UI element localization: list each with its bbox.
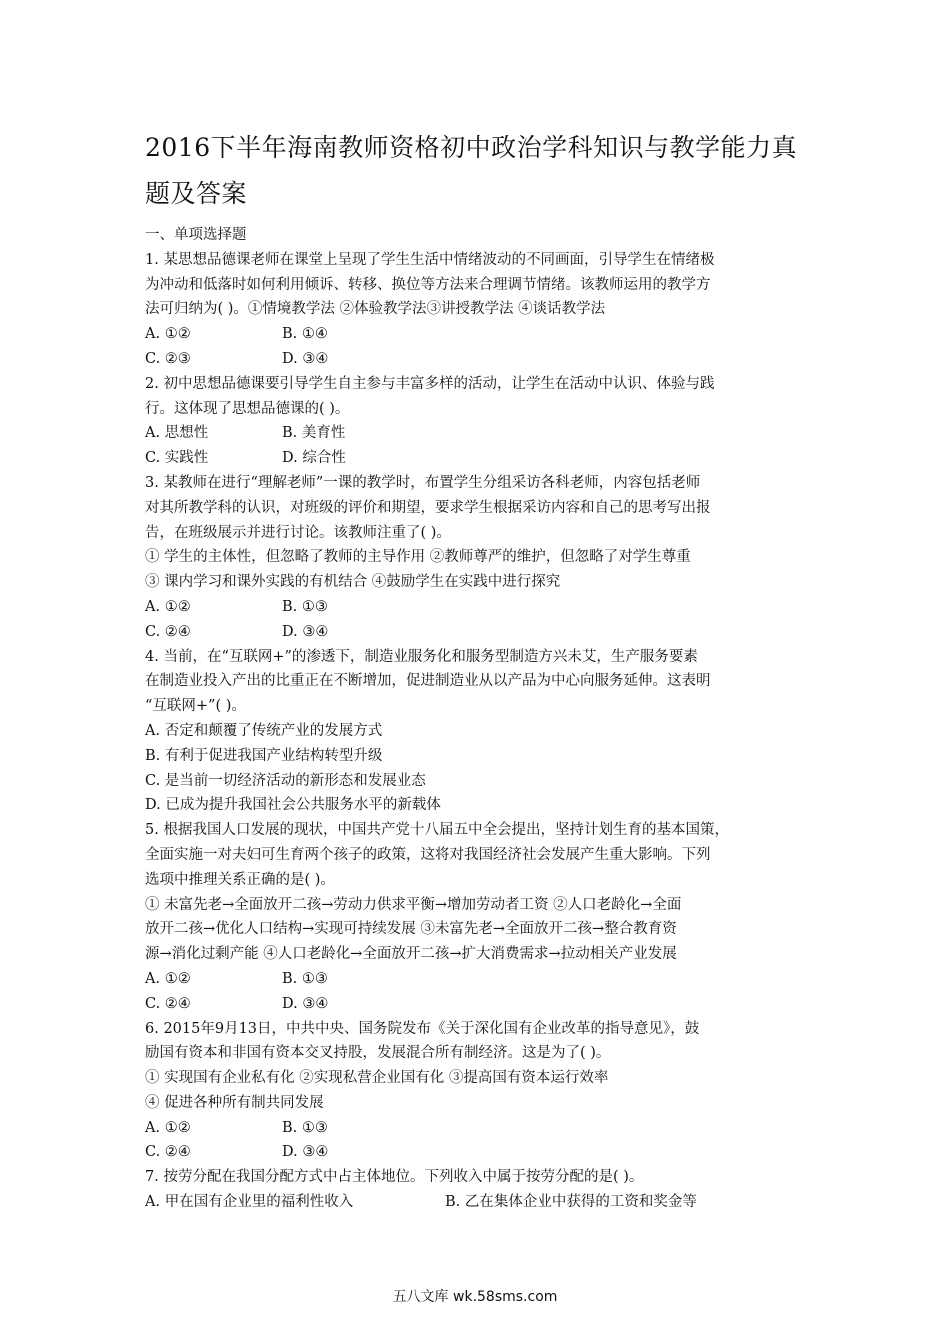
document-title bbox=[145, 125, 825, 217]
question-1 bbox=[145, 248, 825, 372]
option-b: B. ①③ bbox=[282, 970, 328, 987]
question-text: 告，在班级展示并进行讨论。该教师注重了( )。 bbox=[145, 524, 451, 541]
option-a: A. ①② bbox=[145, 326, 191, 343]
option-d: D. 已成为提升我国社会公共服务水平的新载体 bbox=[145, 797, 441, 814]
option-b: B. ①③ bbox=[282, 1119, 328, 1136]
option-row bbox=[145, 967, 825, 992]
question-2 bbox=[145, 372, 825, 471]
option-a: A. ①② bbox=[145, 598, 191, 615]
question-text: 5. 根据我国人口发展的现状，中国共产党十八届五中全会提出，坚持计划生育的基本国策， bbox=[145, 822, 729, 839]
option-a: A. ①② bbox=[145, 1119, 191, 1136]
option-b: B. 乙在集体企业中获得的工资和奖金等 bbox=[445, 1194, 697, 1211]
title-line-2: 题及答案 bbox=[145, 179, 248, 208]
question-6 bbox=[145, 1017, 825, 1166]
option-b: B. ①④ bbox=[282, 326, 328, 343]
option-c: C. ②④ bbox=[145, 623, 191, 640]
question-text: 6. 2015年9月13日，中共中央、国务院发布《关于深化国有企业改革的指导意见》，鼓 bbox=[145, 1020, 700, 1037]
option-b: B. 美育性 bbox=[282, 425, 346, 442]
question-text: 7. 按劳分配在我国分配方式中占主体地位。下列收入中属于按劳分配的是( )。 bbox=[145, 1169, 644, 1186]
question-statement: ④ 促进各种所有制共同发展 bbox=[145, 1094, 324, 1111]
question-statement: 源→消化过剩产能 ④人口老龄化→全面放开二孩→扩大消费需求→拉动相关产业发展 bbox=[145, 946, 677, 963]
option-row bbox=[145, 322, 825, 347]
question-text: 1. 某思想品德课老师在课堂上呈现了学生生活中情绪波动的不同画面，引导学生在情绪极 bbox=[145, 251, 715, 268]
question-text: 4. 当前，在“互联网+”的渗透下，制造业服务化和服务型制造方兴未艾，生产服务要素 bbox=[145, 648, 698, 665]
option-d: D. ③④ bbox=[282, 1144, 329, 1161]
option-c: C. ②④ bbox=[145, 995, 191, 1012]
question-text: 对其所教学科的认识，对班级的评价和期望，要求学生根据采访内容和自己的思考写出报 bbox=[145, 499, 711, 516]
option-a: A. 思想性 bbox=[145, 425, 209, 442]
option-row bbox=[145, 1140, 825, 1165]
option-row bbox=[145, 992, 825, 1017]
question-3 bbox=[145, 471, 825, 645]
option-c: C. 是当前一切经济活动的新形态和发展业态 bbox=[145, 772, 426, 789]
section-heading: 一、单项选择题 bbox=[145, 227, 247, 243]
question-text: 励国有资本和非国有资本交叉持股，发展混合所有制经济。这是为了( )。 bbox=[145, 1045, 611, 1062]
option-row bbox=[145, 620, 825, 645]
question-text: 在制造业投入产出的比重正在不断增加，促进制造业从以产品为中心向服务延伸。这表明 bbox=[145, 673, 711, 690]
question-statement: 放开二孩→优化人口结构→实现可持续发展 ③未富先老→全面放开二孩→整合教育资 bbox=[145, 921, 677, 938]
question-text: 3. 某教师在进行“理解老师”一课的教学时，布置学生分组采访各科老师，内容包括老师 bbox=[145, 474, 701, 491]
question-statement: ① 实现国有企业私有化 ②实现私营企业国有化 ③提高国有资本运行效率 bbox=[145, 1070, 609, 1087]
question-statement: ③ 课内学习和课外实践的有机结合 ④鼓励学生在实践中进行探究 bbox=[145, 574, 561, 591]
option-a: A. ①② bbox=[145, 970, 191, 987]
question-text: 行。这体现了思想品德课的( )。 bbox=[145, 400, 350, 417]
question-text: 2. 初中思想品德课要引导学生自主参与丰富多样的活动，让学生在活动中认识、体验与践 bbox=[145, 375, 715, 392]
question-text: 选项中推理关系正确的是( )。 bbox=[145, 871, 335, 888]
option-a: A. 否定和颠覆了传统产业的发展方式 bbox=[145, 722, 383, 739]
question-7 bbox=[145, 1165, 825, 1215]
question-text: 全面实施一对夫妇可生育两个孩子的政策，这将对我国经济社会发展产生重大影响。下列 bbox=[145, 846, 711, 863]
option-d: D. ③④ bbox=[282, 623, 329, 640]
option-row bbox=[145, 1190, 825, 1215]
footer-watermark: 五八文库 wk.58sms.com bbox=[392, 1289, 558, 1305]
option-d: D. ③④ bbox=[282, 350, 329, 367]
title-line-1: 2016下半年海南教师资格初中政治学科知识与教学能力真 bbox=[145, 133, 798, 162]
option-c: C. ②③ bbox=[145, 350, 191, 367]
option-d: D. ③④ bbox=[282, 995, 329, 1012]
option-c: C. 实践性 bbox=[145, 450, 209, 467]
option-row bbox=[145, 446, 825, 471]
option-row bbox=[145, 421, 825, 446]
option-c: C. ②④ bbox=[145, 1144, 191, 1161]
question-5 bbox=[145, 818, 825, 1016]
question-statement: ① 未富先老→全面放开二孩→劳动力供求平衡→增加劳动者工资 ②人口老龄化→全面 bbox=[145, 896, 682, 913]
question-text: 为冲动和低落时如何利用倾诉、转移、换位等方法来合理调节情绪。该教师运用的教学方 bbox=[145, 276, 711, 293]
option-d: D. 综合性 bbox=[282, 450, 346, 467]
option-row bbox=[145, 1116, 825, 1141]
option-b: B. ①③ bbox=[282, 598, 328, 615]
option-b: B. 有利于促进我国产业结构转型升级 bbox=[145, 747, 383, 764]
option-a: A. 甲在国有企业里的福利性收入 bbox=[145, 1194, 354, 1211]
option-row bbox=[145, 347, 825, 372]
question-text: 法可归纳为( )。①情境教学法 ②体验教学法③讲授教学法 ④谈话教学法 bbox=[145, 301, 606, 318]
question-4 bbox=[145, 645, 825, 819]
document-page bbox=[145, 125, 825, 1215]
question-text: “互联网+”( )。 bbox=[145, 698, 246, 715]
option-row bbox=[145, 595, 825, 620]
question-statement: ① 学生的主体性，但忽略了教师的主导作用 ②教师尊严的维护，但忽略了对学生尊重 bbox=[145, 549, 691, 566]
